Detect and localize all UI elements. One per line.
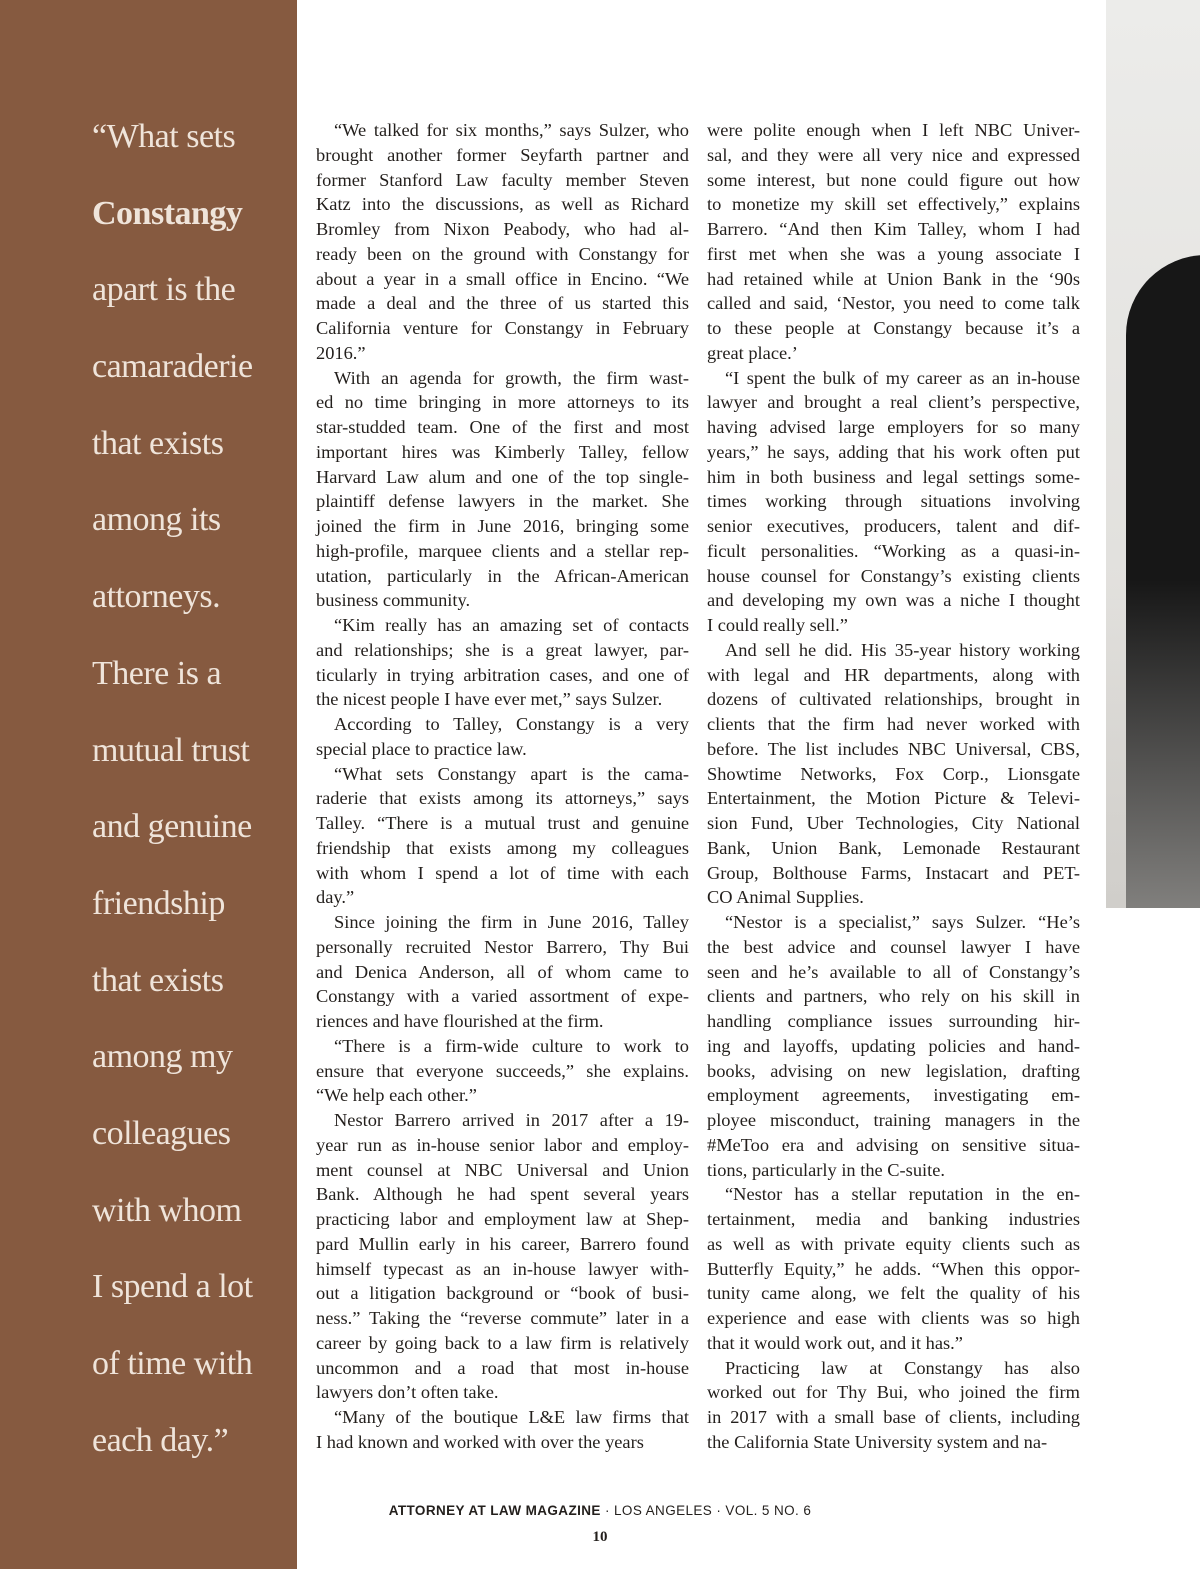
footer-magazine-name: ATTORNEY AT LAW MAGAZINE	[388, 1503, 601, 1518]
text-line: handling compliance issues surrounding hir-	[707, 1011, 1080, 1031]
pull-quote-line: friendship	[92, 884, 225, 922]
text-line: worked out for Thy Bui, who joined the firm	[707, 1382, 1080, 1403]
text-line: CO Animal Supplies.	[707, 887, 864, 908]
pull-quote-line: among my	[92, 1038, 233, 1076]
pull-quote-line: mutual trust	[92, 731, 250, 769]
text-line: times working through situations involving	[707, 491, 1080, 512]
text-line: ness.” Taking the “reverse commute” later in a	[316, 1308, 689, 1328]
text-line: Butterfly Equity,” he adds. “When this oppor-	[707, 1258, 1080, 1279]
sidebar-panel	[0, 0, 297, 1569]
text-line: joined the firm in June 2016, bringing some	[316, 516, 689, 536]
text-line: some interest, but none could figure out how	[707, 169, 1080, 190]
text-line: Bromley from Nixon Peabody, who had al-	[316, 219, 689, 239]
text-line: “There is a firm-wide culture to work to	[334, 1035, 689, 1056]
footer-city: LOS ANGELES	[614, 1503, 713, 1518]
text-line: special place to practice law.	[316, 738, 527, 759]
pull-quote-line: There is a	[92, 654, 222, 692]
text-line: clients and partners, who rely on his skill in	[707, 986, 1080, 1007]
portrait-photo	[1106, 0, 1200, 908]
page-footer	[0, 1503, 1200, 1518]
text-line: According to Talley, Constangy is a very	[334, 714, 689, 734]
text-line: made a deal and the three of us started this	[316, 293, 689, 314]
text-line: California venture for Constangy in February	[316, 318, 689, 338]
text-line: that it would work out, and it has.”	[707, 1332, 963, 1353]
text-line: uncommon and a road that most in-house	[316, 1357, 689, 1378]
text-line: and Denica Anderson, all of whom came to	[316, 961, 689, 982]
article-column-1	[316, 118, 689, 1455]
text-line: ensure that everyone succeeds,” she explains.	[316, 1060, 689, 1081]
pull-quote-line: camaraderie	[92, 348, 253, 386]
pull-quote-line: Constangy	[92, 194, 243, 232]
text-line: #MeToo era and advising on sensitive situa-	[707, 1134, 1080, 1155]
pull-quote-line: that exists	[92, 961, 224, 999]
text-line: utation, particularly in the African-American	[316, 565, 689, 586]
text-line: had retained while at Union Bank in the ‘90s	[707, 268, 1080, 289]
text-line: pard Mullin early in his career, Barrero found	[316, 1233, 689, 1254]
text-line: seen and he’s available to all of Constangy’s	[707, 961, 1080, 982]
text-line: lawyers don’t often take.	[316, 1382, 499, 1403]
text-line: to monetize my skill set effectively,” explains	[707, 194, 1080, 215]
pull-quote-line: with whom	[92, 1191, 242, 1229]
text-line: raderie that exists among its attorneys,” says	[316, 788, 689, 809]
text-line: tions, particularly in the C-suite.	[707, 1159, 946, 1180]
text-line: year run as in-house senior labor and employ-	[316, 1134, 689, 1155]
pull-quote-line: of time with	[92, 1345, 253, 1382]
text-line: Showtime Networks, Fox Corp., Lionsgate	[707, 763, 1080, 784]
footer-separator: ·	[712, 1503, 726, 1518]
pull-quote-line: colleagues	[92, 1114, 231, 1152]
text-line: the best advice and counsel lawyer I have	[707, 936, 1080, 957]
text-line: “Nestor has a stellar reputation in the en-	[725, 1184, 1080, 1205]
text-line: the nicest people I have ever met,” says Sulzer.	[316, 689, 663, 710]
text-line: day.”	[316, 887, 355, 908]
text-line: important hires was Kimberly Talley, fellow	[316, 441, 689, 462]
pull-quote-line: apart is the	[92, 271, 236, 309]
text-line: Bank, Union Bank, Lemonade Restaurant	[707, 837, 1080, 858]
text-line: and relationships; she is a great lawyer, par-	[316, 639, 689, 660]
text-line: ed no time bringing in more attorneys to its	[316, 392, 689, 413]
text-line: tunity came along, we felt the quality of his	[707, 1283, 1080, 1304]
text-line: “Kim really has an amazing set of contacts	[334, 615, 689, 635]
text-line: books, advising on new legislation, drafting	[707, 1060, 1080, 1081]
text-line: Constangy with a varied assortment of expe-	[316, 986, 689, 1007]
text-line: himself typecast as an in-house lawyer with-	[316, 1258, 689, 1279]
text-line: friendship that exists among my colleagues	[316, 837, 689, 858]
text-line: clients that the firm had never worked with	[707, 714, 1080, 734]
text-line: ticularly in trying arbitration cases, and one of	[316, 664, 689, 685]
text-line: with legal and HR departments, along with	[707, 664, 1080, 685]
text-line: were polite enough when I left NBC Univer-	[707, 120, 1080, 140]
text-line: Katz into the discussions, as well as Richard	[316, 194, 689, 215]
text-line: “We help each other.”	[316, 1085, 477, 1106]
text-line: ployee misconduct, training managers in the	[707, 1110, 1080, 1130]
text-line: Harvard Law alum and one of the top single-	[316, 466, 689, 487]
pull-quote-line: I spend a lot	[92, 1268, 253, 1306]
text-line: ficult personalities. “Working as a quasi-in-	[707, 540, 1080, 561]
text-line: career by going back to a law firm is relatively	[316, 1332, 689, 1353]
text-line: high-profile, marquee clients and a stellar rep-	[316, 540, 689, 561]
text-line: Group, Bolthouse Farms, Instacart and PET-	[707, 862, 1080, 883]
text-line: I could really sell.”	[707, 615, 848, 635]
text-line: before. The list includes NBC Universal, CBS,	[707, 738, 1080, 759]
text-line: ready been on the ground with Constangy for	[316, 243, 689, 264]
text-line: having advised large employers for so many	[707, 417, 1080, 437]
footer-separator: ·	[600, 1503, 615, 1518]
text-line: riences and have flourished at the firm.	[316, 1011, 604, 1031]
text-line: ment counsel at NBC Universal and Union	[316, 1159, 689, 1180]
text-line: the California State University system and na-	[707, 1431, 1048, 1452]
text-line: tertainment, media and banking industries	[707, 1209, 1080, 1229]
photo-shadow	[1106, 580, 1200, 908]
text-line: “I spent the bulk of my career as an in-house	[725, 367, 1080, 388]
text-line: “Many of the boutique L&E law firms that	[334, 1407, 689, 1427]
text-line: With an agenda for growth, the firm wast-	[334, 367, 689, 388]
text-line: Nestor Barrero arrived in 2017 after a 19-	[334, 1110, 689, 1130]
text-line: called and said, ‘Nestor, you need to come talk	[707, 293, 1080, 314]
pull-quote-line: each day.”	[92, 1421, 229, 1459]
text-line: as well as with private equity clients such as	[707, 1233, 1080, 1254]
text-line: star-studded team. One of the first and most	[316, 417, 689, 437]
text-line: Since joining the firm in June 2016, Talley	[334, 912, 689, 932]
text-line: house counsel for Constangy’s existing clients	[707, 565, 1080, 586]
text-line: in 2017 with a small base of clients, including	[707, 1407, 1080, 1427]
text-line: personally recruited Nestor Barrero, Thy Bui	[316, 936, 689, 957]
text-line: Entertainment, the Motion Picture & Televi-	[707, 788, 1080, 809]
text-line: first met when she was a young associate I	[707, 243, 1080, 264]
text-line: to these people at Constangy because it’s a	[707, 318, 1080, 338]
text-line: brought another former Seyfarth partner and	[316, 144, 689, 165]
text-line: “Nestor is a specialist,” says Sulzer. “He’s	[725, 912, 1080, 932]
pull-quote-line: attorneys.	[92, 578, 221, 616]
text-line: experience and ease with clients was so high	[707, 1308, 1080, 1328]
text-line: ing and layoffs, updating policies and hand-	[707, 1035, 1080, 1056]
text-line: 2016.”	[316, 342, 366, 363]
text-line: And sell he did. His 35-year history working	[725, 639, 1080, 660]
text-line: years,” he says, adding that his work often put	[707, 441, 1080, 462]
text-line: about a year in a small office in Encino. “We	[316, 268, 689, 289]
text-line: Bank. Although he had spent several years	[316, 1184, 689, 1205]
text-line: former Stanford Law faculty member Steven	[316, 169, 689, 190]
text-line: sal, and they were all very nice and expressed	[707, 144, 1080, 165]
text-line: dozens of cultivated relationships, brought in	[707, 689, 1080, 710]
text-line: with whom I spend a lot of time with each	[316, 862, 689, 883]
text-line: I had known and worked with over the years	[316, 1431, 644, 1452]
pull-quote-line: “What sets	[92, 118, 236, 155]
footer-issue: VOL. 5 NO. 6	[725, 1503, 812, 1518]
text-line: Talley. “There is a mutual trust and genuine	[316, 813, 689, 833]
text-line: business community.	[316, 590, 471, 611]
text-line: and developing my own was a niche I thought	[707, 590, 1080, 611]
text-line: sion Fund, Uber Technologies, City National	[707, 813, 1080, 833]
text-line: great place.’	[707, 342, 798, 363]
pull-quote	[92, 108, 292, 1488]
pull-quote-line: among its	[92, 501, 221, 539]
text-line: “What sets Constangy apart is the cama-	[334, 763, 689, 784]
page-number: 10	[592, 1529, 608, 1545]
text-line: out a litigation background or “book of busi-	[316, 1283, 689, 1304]
text-line: Practicing law at Constangy has also	[725, 1357, 1080, 1378]
text-line: him in both business and legal settings some-	[707, 466, 1080, 487]
text-line: Barrero. “And then Kim Talley, whom I had	[707, 219, 1080, 239]
text-line: senior executives, producers, talent and dif-	[707, 516, 1080, 536]
text-line: plaintiff defense lawyers in the market. She	[316, 491, 689, 512]
article-column-2	[707, 118, 1080, 1455]
pull-quote-line: that exists	[92, 424, 224, 462]
text-line: practicing labor and employment law at Shep-	[316, 1209, 689, 1229]
text-line: “We talked for six months,” says Sulzer, who	[334, 120, 689, 140]
text-line: lawyer and brought a real client’s perspective,	[707, 392, 1080, 413]
pull-quote-line: and genuine	[92, 808, 252, 846]
text-line: employment agreements, investigating em-	[707, 1085, 1080, 1106]
